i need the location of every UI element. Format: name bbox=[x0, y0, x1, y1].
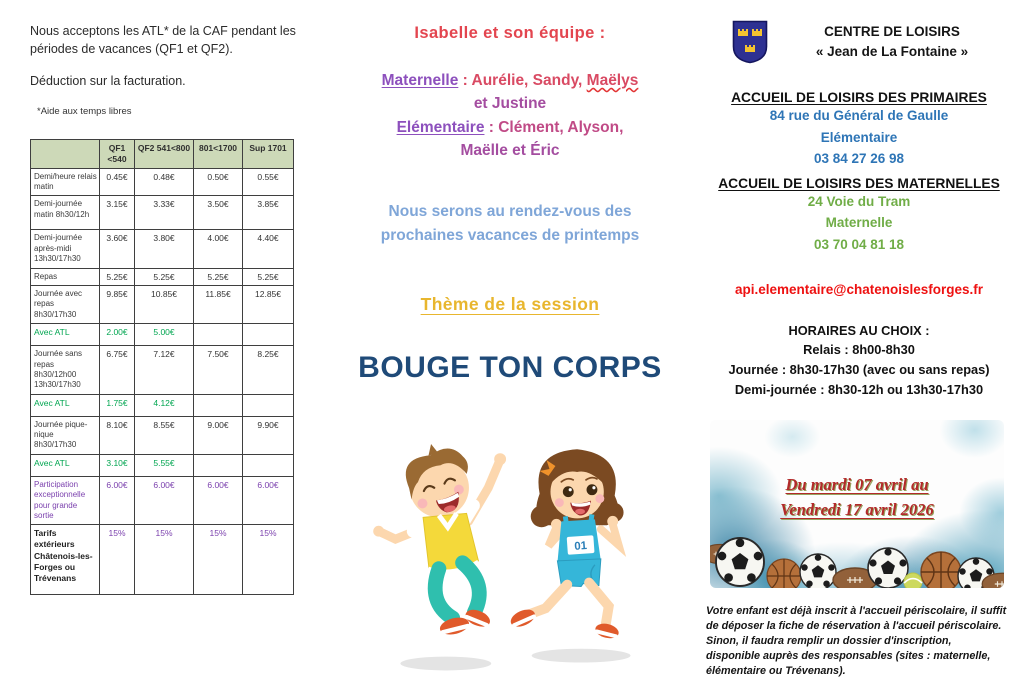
horaires-line: Journée : 8h30-17h30 (avec ou sans repas) bbox=[728, 362, 990, 378]
org-header bbox=[702, 20, 1016, 64]
maternelle-names: : Aurélie, Sandy, bbox=[458, 72, 587, 89]
bib-number: 01 bbox=[573, 540, 588, 553]
maternelles-heading: ACCUEIL DE LOISIRS DES MATERNELLES bbox=[718, 175, 1000, 191]
maternelle-names-line2: et Justine bbox=[473, 95, 547, 113]
table-row: Journée sans repas 8h30/12h00 13h30/17h30 6.75€ 7.12€ 7.50€ 8.25€ bbox=[31, 346, 294, 395]
primaires-address: 84 rue du Général de Gaulle bbox=[769, 108, 949, 123]
maternelles-site: Maternelle bbox=[825, 215, 893, 231]
pricing-panel bbox=[30, 22, 302, 595]
team-panel bbox=[345, 24, 675, 385]
maternelles-phone: 03 70 04 81 18 bbox=[813, 236, 905, 252]
kids-illustration bbox=[352, 412, 668, 684]
org-subname: « Jean de La Fontaine » bbox=[815, 44, 969, 59]
table-row: Journée avec repas 8h30/17h30 9.85€ 10.85€ 11.85€ 12.85€ bbox=[31, 285, 294, 323]
table-row: Demi/heure relais matin 0.45€ 0.48€ 0.50€ 0.55€ bbox=[31, 168, 294, 196]
header-qf1: QF1 <540 bbox=[100, 140, 135, 168]
table-row-participation: Participation exceptionnelle pour grande sortie 6.00€ 6.00€ 6.00€ 6.00€ bbox=[31, 476, 294, 525]
pricing-header-row bbox=[31, 140, 294, 168]
sports-balls-illustration bbox=[710, 510, 1004, 588]
org-name: CENTRE DE LOISIRS bbox=[824, 23, 960, 39]
horaires-heading: HORAIRES AU CHOIX : bbox=[788, 322, 930, 338]
dates-banner bbox=[710, 420, 1004, 588]
announcement bbox=[345, 200, 675, 248]
horaires-line: Relais : 8h00-8h30 bbox=[803, 342, 915, 358]
elementaire-names-line2: Maëlle et Éric bbox=[460, 141, 560, 159]
atl-footnote: *Aide aux temps libres bbox=[37, 106, 132, 118]
maternelles-address-block bbox=[702, 191, 1016, 256]
contact-email: api.elementaire@chatenoislesforges.fr bbox=[734, 281, 983, 297]
primaires-heading: ACCUEIL DE LOISIRS DES PRIMAIRES bbox=[731, 90, 987, 105]
theme-title: BOUGE TON CORPS bbox=[358, 351, 662, 385]
table-row: Repas 5.25€ 5.25€ 5.25€ 5.25€ bbox=[31, 268, 294, 285]
announcement-line2: prochaines vacances de printemps bbox=[380, 227, 640, 245]
town-crest-logo bbox=[732, 20, 768, 64]
dates-line1: Du mardi 07 avril au bbox=[785, 474, 929, 494]
primaires-address-block bbox=[702, 105, 1016, 170]
theme-label: Thème de la session bbox=[420, 294, 600, 315]
boy-figure bbox=[373, 437, 506, 670]
team-title: Isabelle et son équipe : bbox=[414, 24, 606, 42]
header-qf2: QF2 541<800 bbox=[135, 140, 194, 168]
table-row: Journée pique-nique 8h30/17h30 8.10€ 8.55€ 9.00€ 9.90€ bbox=[31, 416, 294, 454]
announcement-line1: Nous serons au rendez-vous des bbox=[388, 203, 632, 220]
table-row-exterieurs: Tarifs extérieurs Châtenois-les-Forges ou Trévenans 15% 15% 15% 15% bbox=[31, 525, 294, 595]
horaires-line: Demi-journée : 8h30-12h ou 13h30-17h30 bbox=[734, 382, 984, 398]
table-row-atl: Avec ATL 1.75€ 4.12€ bbox=[31, 394, 294, 416]
header-empty-cell bbox=[31, 140, 100, 168]
elementaire-names: : Clément, Alyson, bbox=[484, 118, 624, 136]
dates-line2: Vendredi 17 avril 2026 bbox=[780, 500, 934, 520]
race-bib bbox=[567, 535, 595, 555]
org-title bbox=[768, 22, 1016, 63]
contact-panel bbox=[702, 20, 1016, 679]
girl-figure bbox=[508, 449, 630, 662]
pricing-table bbox=[30, 139, 294, 595]
table-row-atl: Avec ATL 2.00€ 5.00€ bbox=[31, 324, 294, 346]
primaires-site: Elémentaire bbox=[820, 129, 898, 145]
table-row: Demi-journée matin 8h30/12h 3.15€ 3.33€ 3.50€ 3.85€ bbox=[31, 196, 294, 230]
header-801-1700: 801<1700 bbox=[194, 140, 243, 168]
deduction-text: Déduction sur la facturation. bbox=[30, 74, 186, 89]
team-names bbox=[345, 69, 675, 162]
horaires-block bbox=[702, 321, 1016, 400]
maternelles-address: 24 Voie du Tram bbox=[807, 193, 911, 209]
caf-intro-text: Nous acceptons les ATL* de la CAF pendant les périodes de vacances (QF1 et QF2). bbox=[30, 24, 296, 57]
table-row: Demi-journée après-midi 13h30/17h30 3.60€ 3.80€ 4.00€ 4.40€ bbox=[31, 230, 294, 268]
maternelle-label: Maternelle bbox=[381, 72, 459, 89]
primaires-phone: 03 84 27 26 98 bbox=[813, 151, 905, 167]
maternelle-name-wavy: Maëlys bbox=[586, 72, 639, 89]
enrollment-note: Votre enfant est déjà inscrit à l'accueil périscolaire, il suffit de déposer la fiche de réservation à l'accueil périscolaire. Sinon, il faudra remplir un dossier d'inscription, disponible auprès des responsables (sites : maternelle, élémentaire ou Trévenans). bbox=[706, 604, 1007, 678]
elementaire-label: Elémentaire bbox=[396, 118, 485, 136]
header-sup-1701: Sup 1701 bbox=[243, 140, 294, 168]
table-row-atl: Avec ATL 3.10€ 5.55€ bbox=[31, 454, 294, 476]
